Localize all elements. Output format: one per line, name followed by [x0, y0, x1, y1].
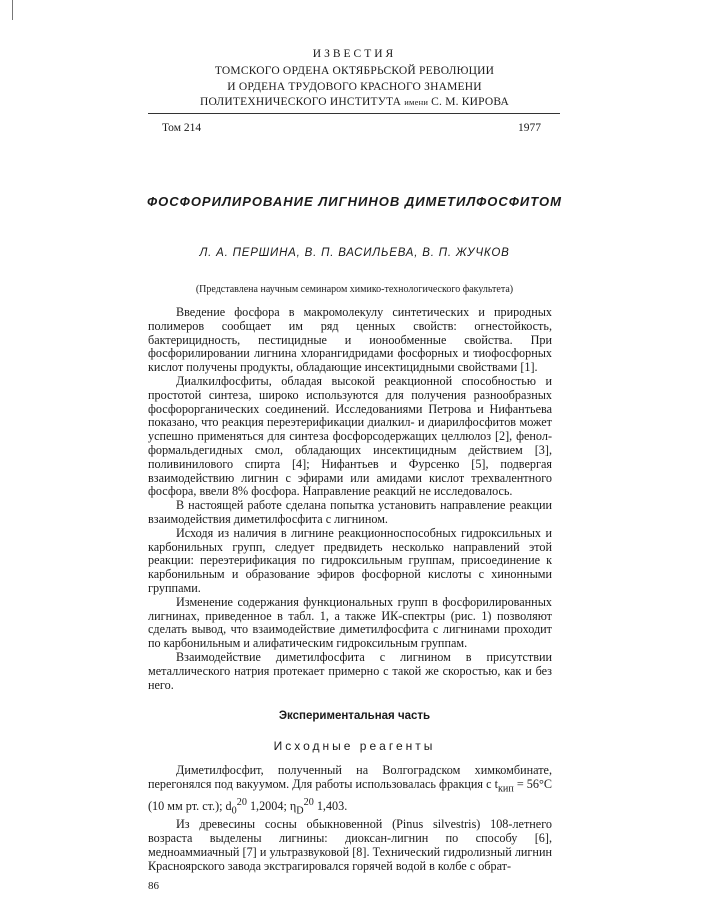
- journal-subtitle-line-3: [0, 96, 709, 108]
- presented-by-note: (Представлена научным семинаром химико-технологического факультета): [195, 284, 514, 295]
- volume-number: Том 214: [162, 122, 202, 134]
- header-rule: [148, 113, 560, 114]
- publication-year: 1977: [518, 122, 541, 134]
- journal-subtitle-line-1: ТОМСКОГО ОРДЕНА ОКТЯБРЬСКОЙ РЕВОЛЮЦИИ: [214, 65, 495, 77]
- paragraph: Взаимодействие диметилфосфита с лигнином в присутствии металлического натрия протекает примерно с такой же скоростью, как и без него.: [148, 649, 552, 692]
- page-number: 86: [148, 880, 159, 892]
- article-authors: Л. А. ПЕРШИНА, В. П. ВАСИЛЬЕВА, В. П. ЖУЧКОВ: [199, 247, 510, 259]
- paragraph: Диметилфосфит, полученный на Волгоградском химкомбинате, перегонялся под вакуумом. Для работы использовалась фракция с $t_{кип} = 56^\circ C$ (10 мм рт. ст.); $d_0^{20}$ 1,2004; $\eta_D^{20}$ 1,403.: [148, 763, 552, 817]
- scan-edge-mark: [12, 0, 13, 20]
- paragraph: Изменение содержания функциональных групп в фосфорилированных лигнинах, приведенное в табл. 1, а также ИК-спектры (рис. 1) позволяют сделать вывод, что взаимодействие диметилфосфита с лигнинами проходит по карбонильным и алифатическим гидроксильным группам.: [148, 594, 552, 651]
- journal-subtitle-line-2: И ОРДЕНА ТРУДОВОГО КРАСНОГО ЗНАМЕНИ: [227, 81, 482, 93]
- article-body: [148, 306, 552, 692]
- paragraph: В настоящей работе сделана попытка установить направление реакции взаимодействия диметилфосфита с лигнином.: [148, 498, 552, 526]
- paragraph: Диалкилфосфиты, обладая высокой реакционной способностью и простотой синтеза, широко используются для получения разнообразных фосфорорганических соединений. Исследованиями Петрова и Нифантьева показано, что реакция переэтерификации диалкил- и диарилфосфитов может успешно применяться для синтеза фосфорсодержащих целлюлоз [2], фенол-формальдегидных смол, обладающих инсектицидным действием [3], поливинилового спирта [4]; Нифантьев и Фурсенко [5], подвергая взаимодействию лигнин с эфирами или амидами кислот трехвалентного фосфора, ввели 8% фосфора. Направление реакций не исследовалось.: [148, 373, 552, 499]
- subsection-heading: Исходные реагенты: [273, 739, 436, 753]
- article-title: ФОСФОРИЛИРОВАНИЕ ЛИГНИНОВ ДИМЕТИЛФОСФИТОМ: [147, 194, 562, 209]
- paragraph: Исходя из наличия в лигнине реакционноспособных гидроксильных и карбонильных групп, следует предвидеть несколько направлений этой реакции: переэтерификация по гидроксильным группам, присоединение к карбонильным и образование эфиров фосфорной кислоты с хинонными группами.: [148, 525, 552, 595]
- paragraph: Из древесины сосны обыкновенной (Pinus silvestris) 108-летнего возраста выделены лигнины: диоксан-лигнин по способу [6], медноаммиачный [7] и ультразвуковой [8]. Технический гидролизный лигнин Красноярского завода экстрагировался горячей водой в колбе с обрат-: [148, 817, 552, 873]
- institute-namesake: С. М. КИРОВА: [431, 96, 510, 108]
- reagents-body: [148, 764, 552, 874]
- institute-name: ПОЛИТЕХНИЧЕСКОГО ИНСТИТУТА: [199, 96, 402, 108]
- journal-name: ИЗВЕСТИЯ: [312, 48, 397, 60]
- section-heading: Экспериментальная часть: [278, 710, 431, 722]
- institute-imeni: имени: [404, 97, 429, 107]
- paragraph: Введение фосфора в макромолекулу синтетических и природных полимеров сообщает им ряд ценных свойств: огнестойкость, бактерицидность, пестицидные и ионообменные свойства. При фосфорилировании лигнина хлорангидридами фосфорных и тиофосфорных кислот получены продукты, обладающие инсектицидными свойствами [1].: [148, 305, 552, 375]
